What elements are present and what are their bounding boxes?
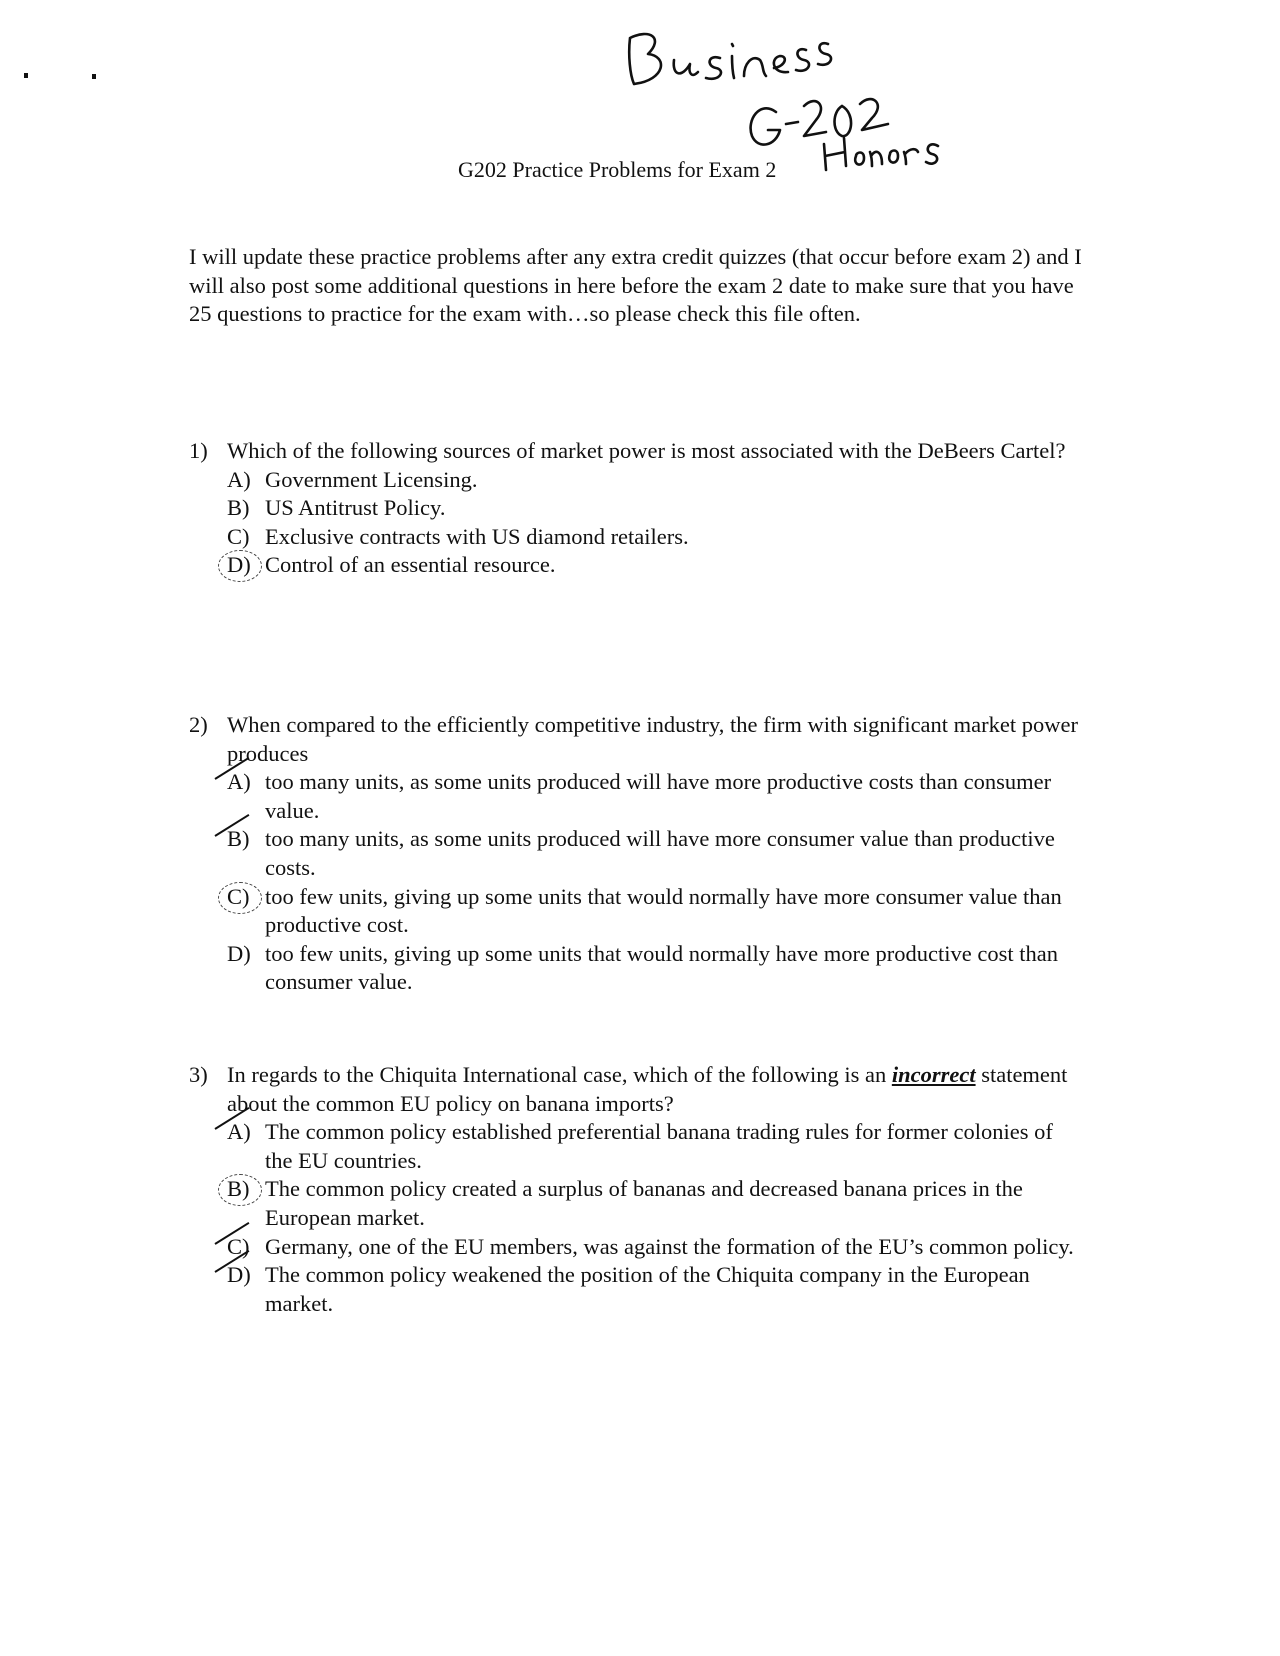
answer-option-c: [227, 1233, 1085, 1262]
answer-option-c: [227, 523, 1085, 552]
option-text: too few units, giving up some units that would normally have more productive cost than consumer value.: [265, 940, 1058, 995]
answer-option-a: [227, 768, 1085, 825]
answer-option-d: [227, 940, 1085, 997]
question-stem: Which of the following sources of market power is most associated with the DeBeers Cartel?: [227, 438, 1066, 463]
answer-option-a: [227, 1118, 1085, 1175]
question-stem: When compared to the efficiently competitive industry, the firm with significant market power produces: [227, 712, 1078, 766]
handwritten-note: [620, 20, 1040, 180]
answer-option-d: [227, 551, 1085, 580]
option-text: The common policy established preferential banana trading rules for former colonies of the EU countries.: [265, 1119, 1053, 1173]
option-letter: B): [227, 826, 250, 852]
option-text: Germany, one of the EU members, was against the formation of the EU’s common policy.: [265, 1233, 1074, 1259]
option-letter: A): [227, 1119, 251, 1145]
answer-options: [227, 1118, 1087, 1318]
question-number: 3): [189, 1062, 208, 1087]
option-letter: C): [227, 1233, 250, 1259]
option-letter: B): [227, 1176, 250, 1202]
option-text: Government Licensing.: [265, 466, 478, 492]
option-text: too many units, as some units produced will have more consumer value than productive costs.: [265, 826, 1055, 880]
option-text: too few units, giving up some units that would normally have more consumer value than productive cost.: [265, 883, 1062, 938]
scan-speck: [92, 74, 96, 79]
option-text: US Antitrust Policy.: [265, 495, 446, 521]
answer-option-b: [227, 825, 1085, 882]
question-number: 2): [189, 712, 208, 737]
answer-option-c: [227, 883, 1085, 940]
option-letter: A): [227, 769, 251, 795]
question-2: [189, 711, 1087, 997]
option-text: Exclusive contracts with US diamond retailers.: [265, 523, 689, 549]
document-title: G202 Practice Problems for Exam 2: [458, 157, 777, 182]
emphasized-word: incorrect: [891, 1062, 976, 1087]
answer-option-a: [227, 466, 1085, 495]
question-stem-text: In regards to the Chiquita International case, which of the following is an: [227, 1062, 887, 1087]
option-letter: C): [227, 523, 250, 549]
question-stem: [227, 1061, 1087, 1118]
intro-paragraph: I will update these practice problems after any extra credit quizzes (that occur before exam 2) and I will also post some additional questions in here before the exam 2 date to make sure that you have 25 questions to practice for the exam with…so please check this file often.: [189, 244, 1082, 327]
option-text: The common policy created a surplus of bananas and decreased banana prices in the European market.: [265, 1176, 1023, 1230]
option-letter: D): [227, 1262, 251, 1288]
answer-options: [227, 466, 1087, 580]
option-letter: B): [227, 495, 250, 521]
option-letter: C): [227, 883, 250, 909]
answer-options: [227, 768, 1087, 997]
answer-option-b: [227, 494, 1085, 523]
option-text: The common policy weakened the position of the Chiquita company in the European market.: [265, 1262, 1030, 1316]
answer-option-d: [227, 1261, 1085, 1318]
option-letter: D): [227, 940, 251, 966]
option-letter: A): [227, 466, 251, 492]
answer-option-b: [227, 1175, 1085, 1232]
question-stem-text: statement about the common EU policy on banana imports?: [227, 1062, 1068, 1116]
option-text: too many units, as some units produced will have more productive costs than consumer value.: [265, 769, 1052, 823]
question-number: 1): [189, 438, 208, 463]
option-letter: D): [227, 552, 251, 578]
question-1: [189, 437, 1087, 580]
option-text: Control of an essential resource.: [265, 552, 556, 578]
scan-speck: [24, 73, 28, 78]
question-3: [189, 1061, 1087, 1318]
